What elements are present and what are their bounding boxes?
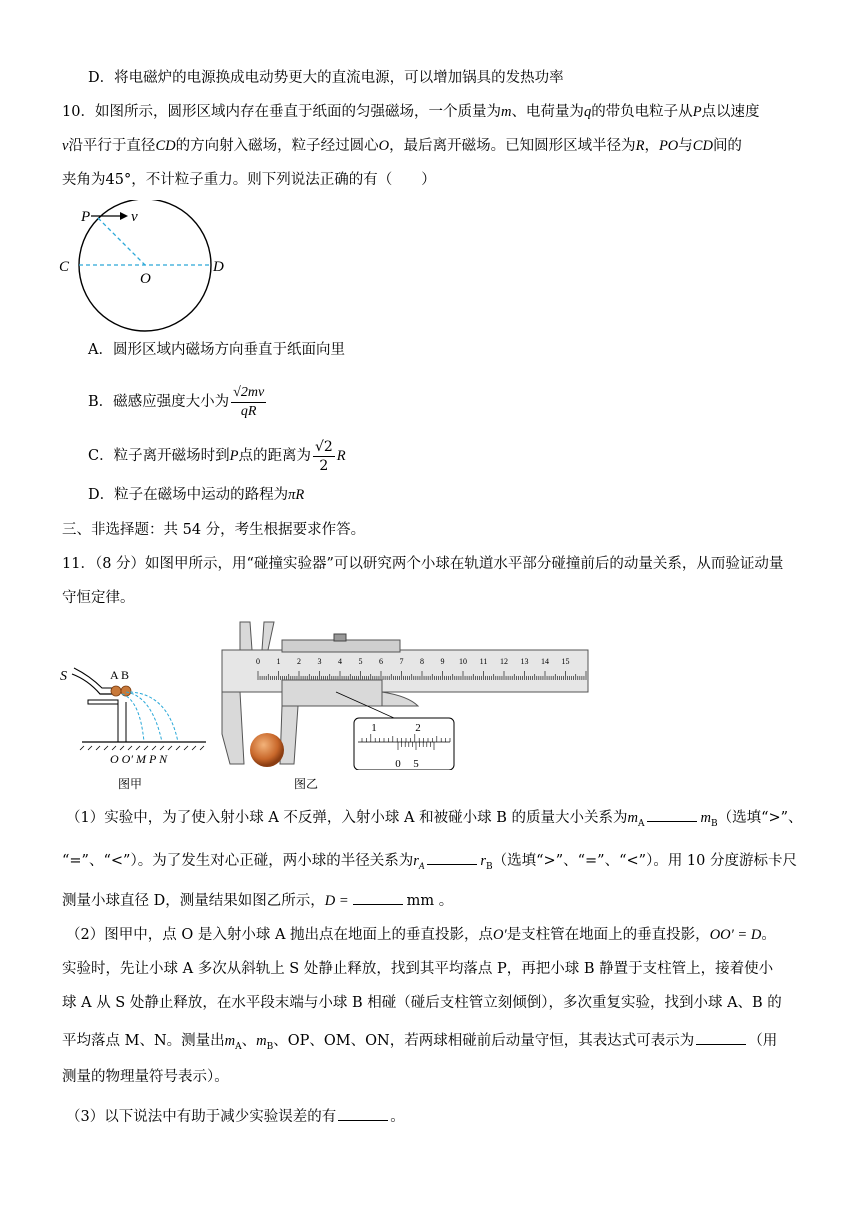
q11-text: （1）实验中，为了使入射小球 A 不反弹，入射小球 A 和被碰小球 B 的质量大小关系为 bbox=[66, 810, 628, 826]
option-text: 点的距离为 bbox=[238, 448, 311, 464]
var-CD: CD bbox=[692, 138, 713, 154]
main-scale-number: 1 bbox=[276, 657, 281, 666]
var-R: R bbox=[635, 138, 645, 154]
q11-text: 测量小球直径 D，测量结果如图乙所示， bbox=[62, 893, 325, 909]
main-scale-number: 3 bbox=[317, 657, 322, 666]
var-PO: PO bbox=[658, 138, 679, 154]
main-scale-number: 4 bbox=[338, 657, 342, 666]
var-CD: CD bbox=[155, 138, 176, 154]
q11-text: 是支柱管在地面上的垂直投影， bbox=[506, 927, 710, 943]
fraction-c bbox=[313, 438, 335, 475]
angle-45: 45° bbox=[105, 172, 132, 188]
main-scale-number: 11 bbox=[479, 657, 488, 666]
q11-part2-line1 bbox=[66, 925, 776, 945]
q11-text: （选填“>”、“=”、“<”）。用 10 分度游标卡尺 bbox=[492, 853, 797, 869]
sub-a: A bbox=[637, 818, 645, 829]
q10-option-d bbox=[88, 485, 304, 505]
thumb-grip bbox=[382, 692, 418, 706]
figure-jia-collision bbox=[60, 662, 210, 766]
main-scale-number: 12 bbox=[500, 657, 508, 666]
pi-r: πR bbox=[288, 487, 305, 503]
var-mA: m bbox=[224, 1033, 236, 1049]
var-P: P bbox=[692, 104, 702, 120]
answer-blank-radius[interactable] bbox=[427, 850, 477, 865]
q11-text: mm 。 bbox=[406, 893, 454, 909]
answer-blank-mass[interactable] bbox=[647, 807, 697, 822]
comma-sep: 、 bbox=[241, 1033, 257, 1049]
figure-yi-vernier-caliper bbox=[218, 614, 590, 770]
var-v: v bbox=[62, 138, 69, 154]
sub-b: B bbox=[266, 1041, 274, 1052]
caption-jia: 图甲 bbox=[118, 777, 143, 791]
main-scale-number: 14 bbox=[541, 657, 549, 666]
sub-b: B bbox=[486, 861, 493, 872]
sub-a: A bbox=[235, 1041, 242, 1052]
option-text: B．磁感应强度大小为 bbox=[88, 394, 230, 410]
vernier-slider bbox=[282, 680, 382, 706]
q10-text: 点以速度 bbox=[701, 104, 760, 120]
q11-text: （3）以下说法中有助于减少实验误差的有 bbox=[66, 1109, 337, 1125]
main-scale-number: 2 bbox=[297, 657, 301, 666]
trajectory-m bbox=[122, 694, 144, 742]
q11-text: “=”、“<”）。为了发生对心正碰，两小球的半径关系为 bbox=[62, 853, 414, 869]
frac-num: √2 bbox=[314, 438, 333, 455]
ground-hatch bbox=[80, 746, 204, 750]
zoom-main-1: 1 bbox=[371, 722, 377, 734]
sub-b: B bbox=[710, 818, 718, 829]
slider-top bbox=[282, 640, 400, 652]
q10-text: 的方向射入磁场，粒子经过圆心 bbox=[175, 138, 379, 154]
q10-text: 沿平行于直径 bbox=[68, 138, 156, 154]
var-O: O bbox=[378, 138, 390, 154]
var-mA: m bbox=[627, 810, 638, 826]
sub-a: A bbox=[418, 860, 425, 871]
main-scale-number: 8 bbox=[420, 657, 424, 666]
q10-option-c bbox=[88, 436, 346, 476]
q11-text: 、OP、OM、ON，若两球相碰前后动量守恒，其表达式可表示为 bbox=[273, 1033, 695, 1049]
q10-text: 的带负电粒子从 bbox=[591, 104, 693, 120]
q10-stem-line2 bbox=[62, 136, 742, 156]
frac-num: √2mv bbox=[231, 384, 266, 403]
ball-a bbox=[111, 686, 121, 696]
q10-text: ，不计粒子重力。则下列说法正确的有（ ） bbox=[131, 172, 436, 188]
q10-option-b bbox=[88, 382, 268, 422]
table-edge bbox=[88, 700, 118, 704]
lock-screw bbox=[334, 634, 346, 641]
upper-fixed-jaw bbox=[240, 622, 252, 650]
label-s: S bbox=[60, 669, 67, 684]
label-o: O bbox=[140, 271, 151, 287]
frac-den: 2 bbox=[319, 457, 329, 474]
q11-part1-line3 bbox=[62, 890, 453, 911]
answer-blank-expression[interactable] bbox=[696, 1030, 746, 1045]
measured-ball bbox=[250, 733, 284, 767]
var-q: q bbox=[583, 104, 592, 120]
answer-blank-diameter[interactable] bbox=[353, 890, 403, 905]
q11-part1-line1 bbox=[66, 807, 803, 834]
q11-text: 。 bbox=[390, 1109, 405, 1125]
fraction-b bbox=[231, 384, 266, 421]
label-p: P bbox=[81, 209, 91, 225]
caption-yi: 图乙 bbox=[294, 777, 319, 791]
q11-part2-line2: 实验时，先让小球 A 多次从斜轨上 S 处静止释放，找到其平均落点 P，再把小球 B 静置于支柱管上，接着使小 bbox=[62, 961, 774, 977]
q10-circle-diagram bbox=[55, 200, 235, 340]
main-scale-number: 6 bbox=[379, 657, 383, 666]
q10-text: 间的 bbox=[712, 138, 742, 154]
var-mB: m bbox=[256, 1033, 267, 1049]
main-scale-number: 7 bbox=[399, 657, 404, 666]
q10-text: 10．如图所示，圆形区域内存在垂直于纸面的匀强磁场，一个质量为 bbox=[62, 104, 501, 120]
q9-option-d: D．将电磁炉的电源换成电动势更大的直流电源，可以增加锅具的发热功率 bbox=[88, 70, 564, 86]
q11-text: （选填“>”、 bbox=[717, 810, 803, 826]
var-R: R bbox=[336, 448, 346, 464]
main-scale-number: 0 bbox=[256, 657, 260, 666]
trajectory-p bbox=[126, 692, 162, 742]
main-scale-number: 9 bbox=[440, 657, 445, 666]
upper-sliding-jaw bbox=[262, 622, 274, 650]
zoom-box bbox=[354, 718, 454, 770]
var-P: P bbox=[229, 448, 239, 464]
q10-text: 夹角为 bbox=[62, 172, 106, 188]
main-scale-number: 10 bbox=[459, 657, 467, 666]
ground-labels: O O′ M P N bbox=[110, 752, 168, 766]
frac-den: qR bbox=[240, 403, 257, 419]
q10-text: ，最后离开磁场。已知圆形区域半径为 bbox=[389, 138, 636, 154]
q10-stem-line3 bbox=[62, 170, 436, 190]
answer-blank-options[interactable] bbox=[338, 1106, 388, 1121]
q11-text: （2）图甲中，点 O 是入射小球 A 抛出点在地面上的垂直投影，点 bbox=[66, 927, 494, 943]
var-m: m bbox=[500, 104, 512, 120]
main-scale-number: 5 bbox=[358, 657, 363, 666]
label-c: C bbox=[59, 259, 70, 275]
q11-text: 。 bbox=[761, 927, 776, 943]
q11-intro-2: 守恒定律。 bbox=[62, 590, 135, 606]
main-scale-number: 13 bbox=[520, 657, 529, 666]
velocity-arrowhead bbox=[120, 212, 128, 220]
var-mB: m bbox=[700, 810, 711, 826]
section-3-heading: 三、非选择题：共 54 分，考生根据要求作答。 bbox=[62, 522, 366, 538]
option-text: C．粒子离开磁场时到 bbox=[88, 448, 230, 464]
var-ood: OO′ = D bbox=[709, 927, 762, 943]
q10-option-a: A．圆形区域内磁场方向垂直于纸面向里 bbox=[88, 342, 345, 358]
q11-part1-line2 bbox=[62, 850, 797, 877]
main-scale-number: 15 bbox=[561, 657, 570, 666]
zoom-vernier-5: 5 bbox=[413, 758, 419, 770]
label-v: v bbox=[131, 209, 138, 225]
zoom-main-2: 2 bbox=[415, 722, 421, 734]
var-rB: r bbox=[480, 853, 487, 869]
zoom-vernier-0: 0 bbox=[395, 758, 401, 770]
q11-text: （用 bbox=[748, 1033, 778, 1049]
q10-text: ， bbox=[644, 138, 659, 154]
q10-text: 与 bbox=[678, 138, 693, 154]
var-D: D = bbox=[324, 893, 349, 909]
q11-part3 bbox=[66, 1106, 405, 1127]
label-d: D bbox=[213, 259, 224, 275]
q11-part2-line3: 球 A 从 S 处静止释放，在水平段末端与小球 B 相碰（碰后支柱管立刻倾倒），多次重复实验，找到小球 A、B 的 bbox=[62, 995, 782, 1011]
line-po bbox=[98, 218, 145, 265]
option-text: D．粒子在磁场中运动的路程为 bbox=[88, 487, 289, 503]
trajectory-n bbox=[130, 692, 178, 742]
q11-part2-line5: 测量的物理量符号表示）。 bbox=[62, 1069, 229, 1085]
label-ab: A B bbox=[110, 668, 130, 682]
q11-intro-1: 11．（8 分）如图甲所示，用“碰撞实验器”可以研究两个小球在轨道水平部分碰撞前后的动量关系，从而验证动量 bbox=[62, 556, 784, 572]
q11-part2-line4 bbox=[62, 1030, 777, 1057]
var-rA: r bbox=[413, 853, 419, 869]
var-oprime: O′ bbox=[493, 927, 507, 943]
q10-text: 、电荷量为 bbox=[511, 104, 584, 120]
q10-stem-line1 bbox=[62, 102, 760, 122]
q11-text: 平均落点 M、N。测量出 bbox=[62, 1033, 225, 1049]
lower-fixed-jaw bbox=[222, 692, 244, 764]
